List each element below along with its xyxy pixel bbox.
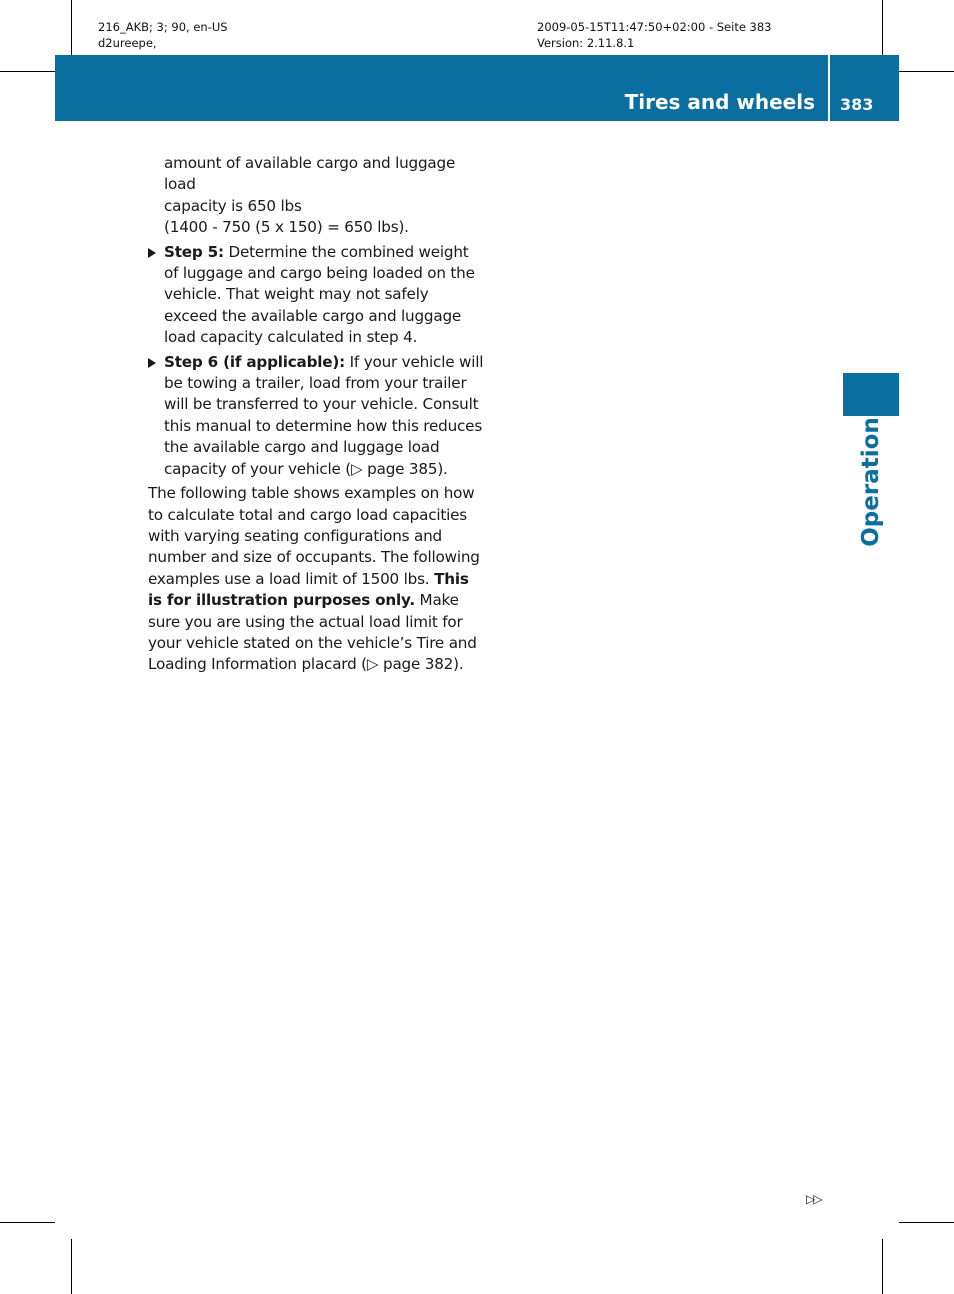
step-5-item	[148, 242, 484, 349]
crop-mark	[71, 0, 72, 55]
meta-left-line2: d2ureepe,	[98, 36, 157, 50]
side-tab-label: Operation	[858, 417, 884, 547]
print-meta-right	[537, 19, 772, 51]
meta-right-line1: 2009-05-15T11:47:50+02:00 - Seite 383	[537, 20, 772, 34]
table-intro-paragraph	[148, 483, 484, 676]
crop-mark	[882, 0, 883, 55]
step-6-end: ).	[437, 459, 448, 478]
step-5-text: Determine the combined weight of luggage and cargo being loaded on the vehicle. That weight may not safely exceed the available cargo and luggage load capacity calculated in step 4.	[164, 242, 475, 347]
intro-line: amount of available cargo and luggage load	[164, 154, 456, 194]
crop-mark	[899, 1222, 954, 1223]
continue-arrows-icon: ▷▷	[806, 1192, 821, 1206]
page-reference-link[interactable]: ▷ page 385	[351, 459, 438, 478]
page-number: 383	[840, 95, 874, 114]
step-6-text: If your vehicle will be towing a trailer, load from your trailer will be transferred to your vehicle. Consult this manual to determine how this reduces the available cargo and luggage load capacity of your vehicle (	[164, 352, 484, 478]
step-5-label: Step 5:	[164, 242, 224, 261]
crop-mark	[882, 1239, 883, 1294]
bullet-arrow-icon	[148, 248, 156, 258]
main-content	[148, 153, 484, 676]
intro-line: capacity is 650 lbs	[164, 196, 302, 215]
paragraph-end: ).	[453, 655, 464, 674]
intro-line: (1400 - 750 (5 x 150) = 650 lbs).	[164, 218, 409, 237]
crop-mark	[0, 1222, 55, 1223]
step-6-label: Step 6 (if applicable):	[164, 352, 346, 371]
step-6-item	[148, 352, 484, 480]
print-meta-left	[98, 19, 228, 51]
paragraph-text: Make sure you are using the actual load limit for your vehicle stated on the vehicle’s Tire and Loading Information placard (	[148, 591, 477, 674]
intro-paragraph	[148, 153, 484, 239]
meta-left-line1: 216_AKB; 3; 90, en-US	[98, 20, 228, 34]
paragraph-text: The following table shows examples on how to calculate total and cargo load capacities with varying seating configurations and number and size of occupants. The following examples use a load limit of 1500 lbs.	[148, 484, 480, 588]
page-reference-link[interactable]: ▷ page 382	[366, 655, 454, 674]
crop-mark	[899, 71, 954, 72]
crop-mark	[71, 1239, 72, 1294]
crop-mark	[0, 71, 55, 72]
section-title: Tires and wheels	[624, 90, 815, 114]
side-tab-marker	[843, 373, 899, 416]
paragraph-emphasis: This is for illustration purposes only.	[148, 569, 469, 610]
meta-right-line2: Version: 2.11.8.1	[537, 36, 635, 50]
bullet-arrow-icon	[148, 358, 156, 368]
